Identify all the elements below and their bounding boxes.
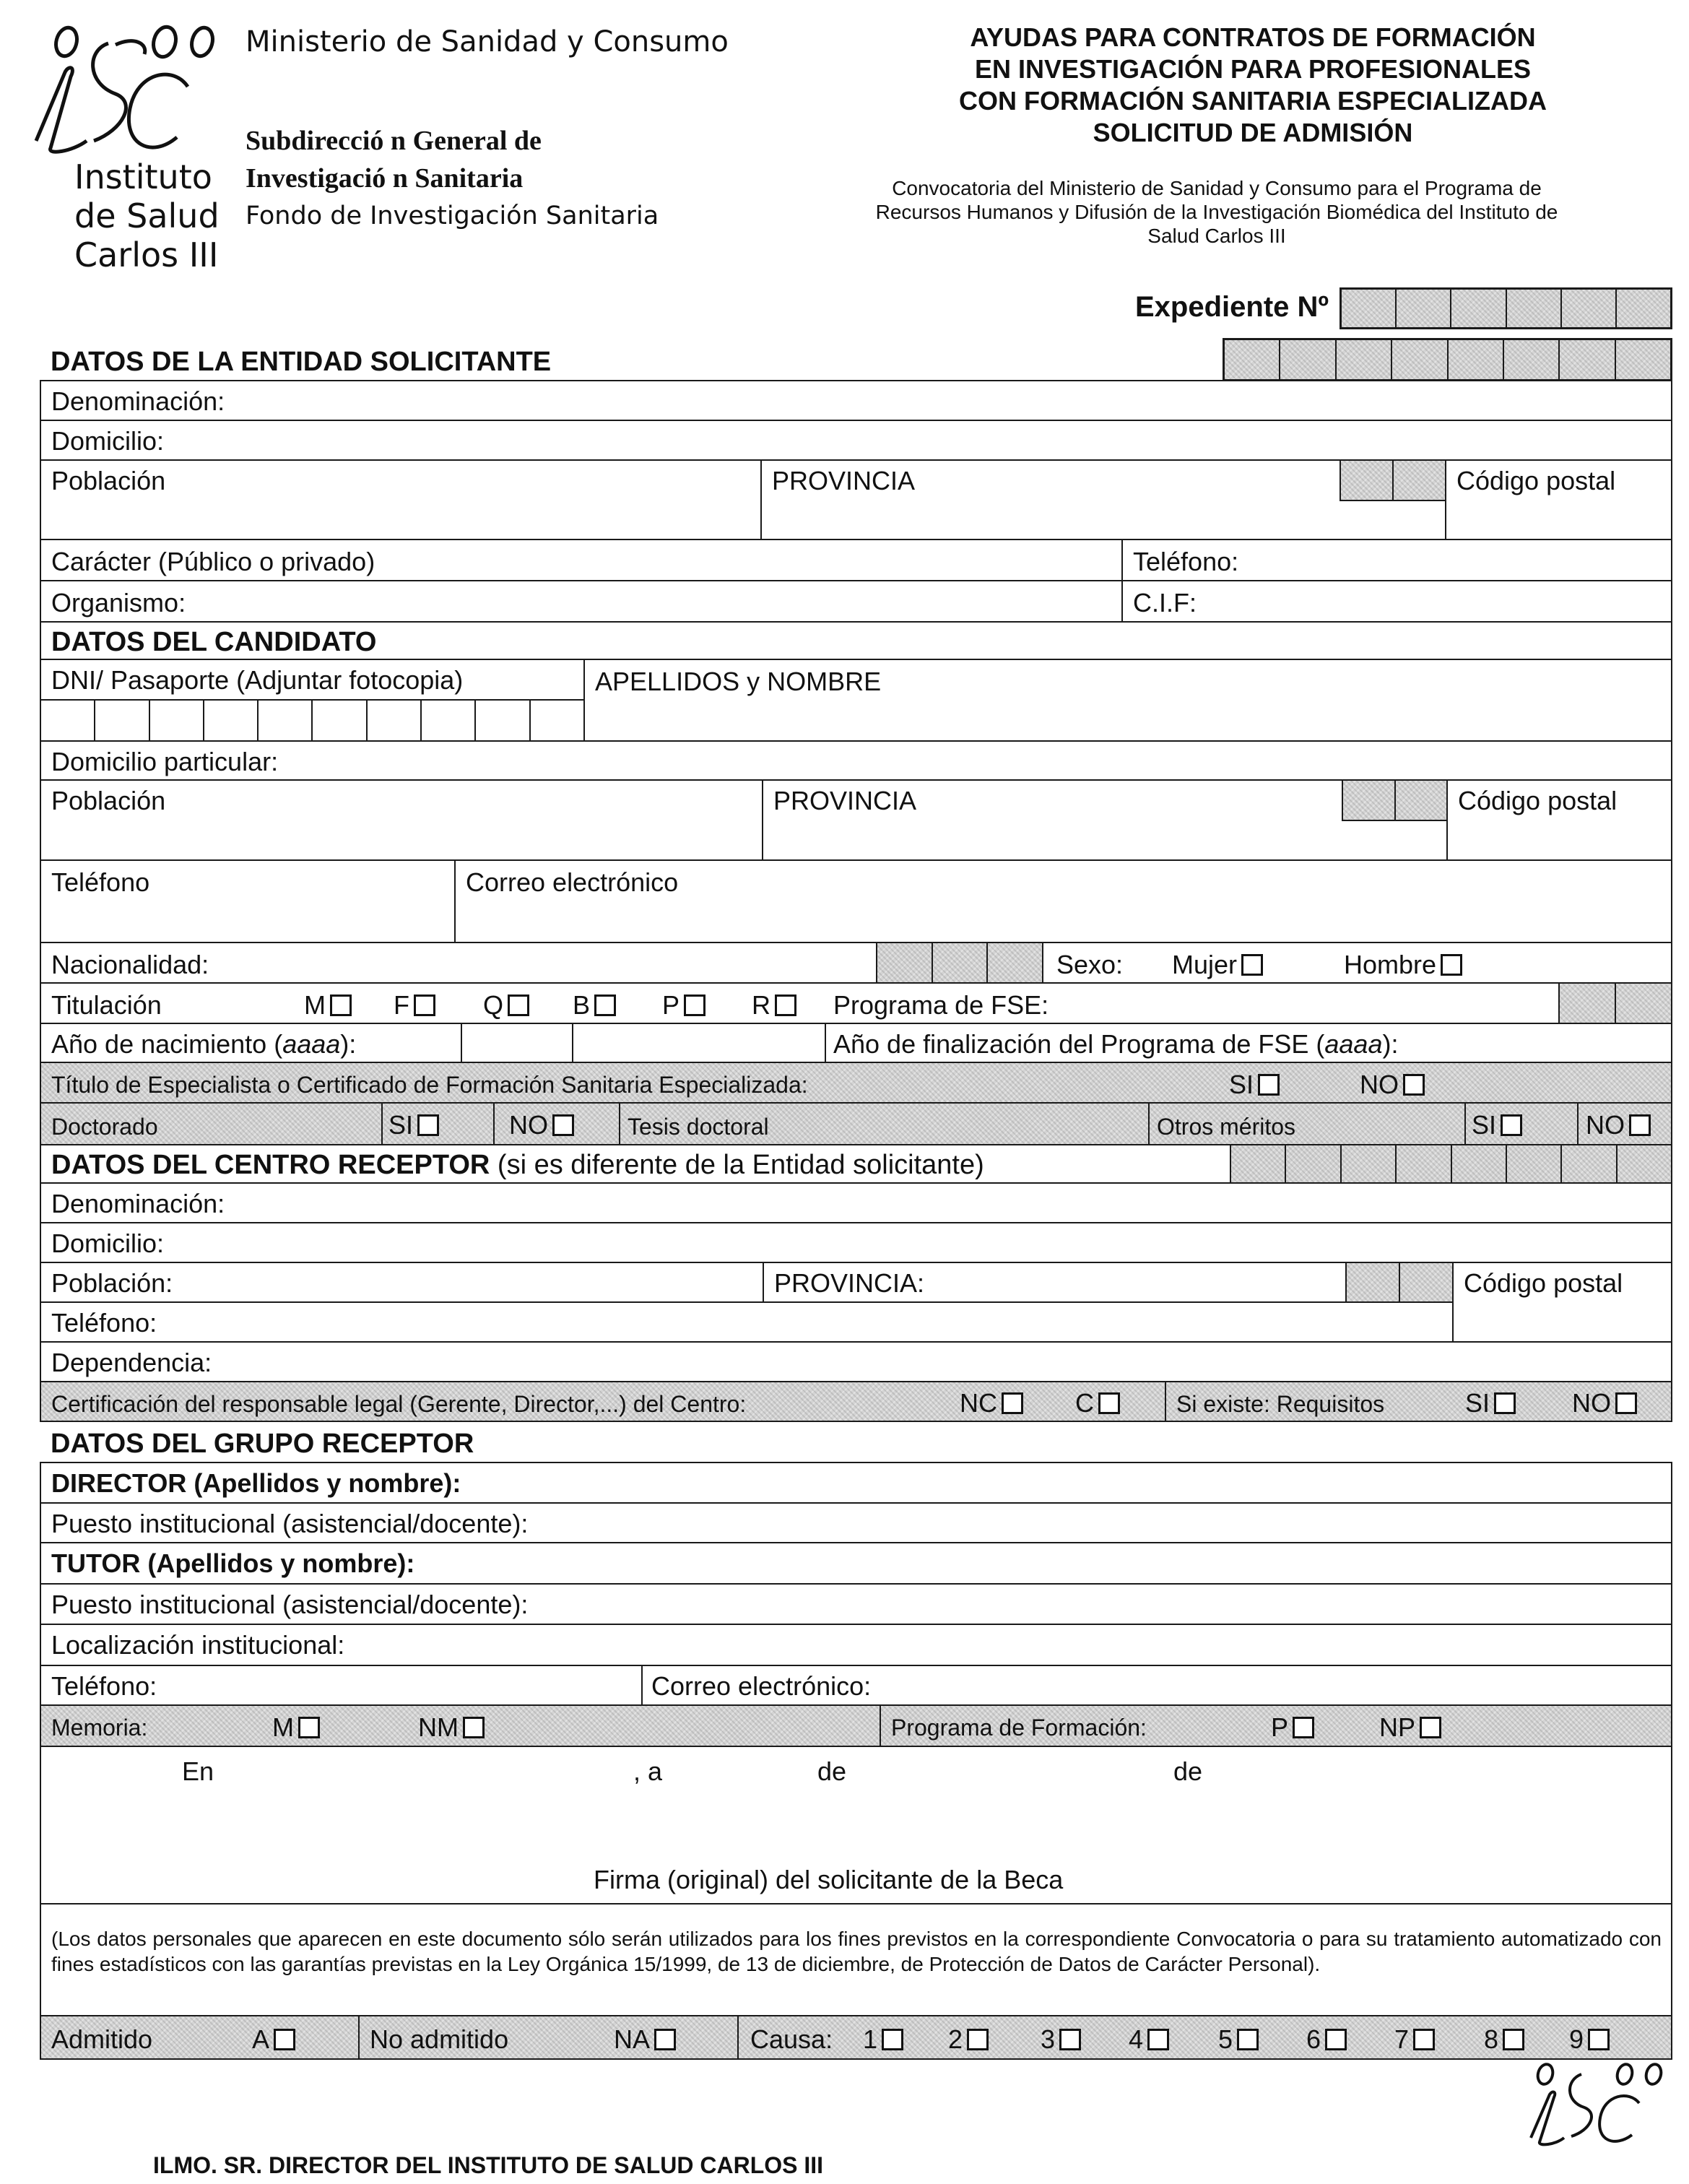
option-label: F xyxy=(394,990,409,1020)
entidad-provincia-code-input[interactable] xyxy=(1340,459,1446,501)
field-label: Población xyxy=(51,786,166,815)
option-label: R xyxy=(752,990,770,1020)
requisitos-si[interactable] xyxy=(1465,1390,1516,1416)
checkbox[interactable] xyxy=(552,1114,574,1136)
option-label: A xyxy=(252,2024,270,2054)
titulacion-option-q[interactable] xyxy=(483,992,529,1018)
option-label: 7 xyxy=(1394,2024,1410,2054)
doctorado-si[interactable] xyxy=(381,1102,495,1145)
checkbox[interactable] xyxy=(1588,2029,1610,2050)
titulo-especialista-no[interactable] xyxy=(1360,1072,1425,1098)
field-label: Teléfono: xyxy=(51,1308,157,1338)
convocatoria-line: Convocatoria del Ministerio de Sanidad y Consumo para el Programa de xyxy=(892,177,1542,199)
checkbox[interactable] xyxy=(1615,1392,1637,1414)
hombre-checkbox[interactable] xyxy=(1441,954,1462,976)
ministry-name: Ministerio de Sanidad y Consumo xyxy=(246,25,729,58)
firma-caption: Firma (original) del solicitante de la Beca xyxy=(594,1865,1064,1894)
checkbox[interactable] xyxy=(417,1114,439,1136)
field-label: PROVINCIA: xyxy=(774,1268,925,1298)
convocatoria-line: Recursos Humanos y Difusión de la Investigación Biomédica del Instituto de xyxy=(875,201,1558,223)
field-label: Domicilio particular: xyxy=(51,747,279,776)
field-label: Teléfono: xyxy=(51,1671,157,1701)
centro-poblacion-field[interactable] xyxy=(40,1262,764,1303)
checkbox[interactable] xyxy=(654,2029,676,2050)
checkbox[interactable] xyxy=(1002,1392,1023,1414)
doctorado-no[interactable] xyxy=(493,1102,620,1145)
form-title-line: EN INVESTIGACIÓN PARA PROFESIONALES xyxy=(974,54,1532,84)
option-label: NO xyxy=(509,1110,548,1140)
titulo-especialista-si[interactable] xyxy=(1229,1072,1280,1098)
titulacion-option-b[interactable] xyxy=(573,992,616,1018)
candidato-titulacion-row xyxy=(40,982,1560,1024)
convocatoria-text xyxy=(802,176,1632,248)
otros-meritos-no[interactable] xyxy=(1577,1102,1672,1145)
centro-code-input[interactable] xyxy=(1230,1144,1672,1184)
grupo-correo-field[interactable] xyxy=(641,1665,1672,1706)
title-note: (si es diferente de la Entidad solicitante) xyxy=(490,1150,984,1180)
section-title-centro xyxy=(40,1144,1231,1184)
option-label: NO xyxy=(1586,1110,1625,1140)
privacy-note-text: (Los datos personales que aparecen en este documento sólo serán utilizados para los fines previstos en la correspondiente Convocatoria o para su tratamiento automatizado con fines estadísticos con las garantías previstas en la Ley Orgánica 15/1999, de 13 de diciembre, de Protección de Datos de Carácter Personal). xyxy=(51,1928,1662,1975)
option-label: NC xyxy=(960,1388,997,1418)
option xyxy=(1586,1112,1651,1138)
option-label: Mujer xyxy=(1172,950,1238,979)
form-title-line: SOLICITUD DE ADMISIÓN xyxy=(1093,118,1413,147)
candidato-dni-input[interactable] xyxy=(40,699,585,742)
label-text: ): xyxy=(340,1029,357,1059)
field-label: Domicilio: xyxy=(51,1228,165,1258)
checkbox[interactable] xyxy=(1629,1114,1651,1136)
addressee: ILMO. SR. DIRECTOR DEL INSTITUTO DE SALUD CARLOS III xyxy=(153,2152,824,2178)
centro-codigo-postal-field[interactable] xyxy=(1452,1262,1672,1343)
option-label: SI xyxy=(1465,1388,1490,1418)
candidato-codigo-postal-field[interactable] xyxy=(1446,779,1672,861)
causa-option-1[interactable] xyxy=(863,2024,903,2054)
checkbox[interactable] xyxy=(1059,2029,1081,2050)
option xyxy=(1472,1112,1522,1138)
option-label: P xyxy=(662,990,680,1020)
entidad-domicilio-field[interactable] xyxy=(40,420,1672,461)
checkbox[interactable] xyxy=(1413,2029,1435,2050)
field-label: C.I.F: xyxy=(1133,588,1197,618)
field-label: Dependencia: xyxy=(51,1348,212,1377)
option-label: SI xyxy=(1472,1110,1497,1140)
field-label: Domicilio: xyxy=(51,426,165,456)
firma-a-label: , a xyxy=(633,1756,663,1786)
centro-domicilio-field[interactable] xyxy=(40,1222,1672,1263)
label-format: aaaa xyxy=(1324,1029,1383,1059)
option-label: 4 xyxy=(1129,2024,1144,2054)
candidato-sexo-row xyxy=(1042,942,1672,984)
option-label: SI xyxy=(388,1110,414,1140)
checkbox[interactable] xyxy=(414,994,435,1016)
titulacion-option-f[interactable] xyxy=(394,992,435,1018)
field-label: Tesis doctoral xyxy=(628,1114,769,1140)
programa-formacion-label: Programa de Formación: xyxy=(891,1715,1147,1741)
titulacion-option-p[interactable] xyxy=(662,992,705,1018)
memoria-nm[interactable] xyxy=(418,1712,485,1742)
titulacion-label: Titulación xyxy=(51,990,162,1020)
programa-formacion-np[interactable] xyxy=(1379,1712,1441,1742)
isciii-logo-icon xyxy=(7,14,224,166)
checkbox[interactable] xyxy=(1501,1114,1522,1136)
firma-de-label: de xyxy=(817,1756,847,1786)
field-label: PROVINCIA xyxy=(773,786,917,815)
entidad-organismo-field[interactable] xyxy=(40,580,1123,623)
convocatoria-line: Salud Carlos III xyxy=(1147,225,1286,247)
checkbox[interactable] xyxy=(508,994,529,1016)
field-label: Código postal xyxy=(1456,466,1616,495)
no-admitido-na[interactable] xyxy=(614,2024,676,2054)
field-label: Teléfono xyxy=(51,867,150,897)
admitido-cell xyxy=(40,2015,360,2060)
candidato-telefono-field[interactable] xyxy=(40,859,456,943)
titulacion-option-r[interactable] xyxy=(752,992,796,1018)
causa-cell xyxy=(737,2015,1672,2060)
centro-denominacion-field[interactable] xyxy=(40,1182,1672,1223)
entidad-code-input[interactable] xyxy=(1223,338,1672,381)
section-title-candidato xyxy=(40,621,1672,660)
causa-option-8[interactable] xyxy=(1484,2024,1524,2054)
centro-telefono-field[interactable] xyxy=(40,1301,1454,1343)
option-label: 3 xyxy=(1041,2024,1056,2054)
option xyxy=(509,1112,574,1138)
causa-option-9[interactable] xyxy=(1569,2024,1610,2054)
causa-option-6[interactable] xyxy=(1306,2024,1347,2054)
checkbox[interactable] xyxy=(882,2029,903,2050)
causa-option-5[interactable] xyxy=(1218,2024,1259,2054)
isciii-small-logo-icon xyxy=(1509,2058,1668,2152)
candidato-poblacion-field[interactable] xyxy=(40,779,763,861)
titulo-especialista-row xyxy=(40,1062,1672,1104)
option-label: B xyxy=(573,990,591,1020)
subdirection-line1: Subdirecció n General de xyxy=(246,126,542,156)
requisitos-no[interactable] xyxy=(1572,1390,1637,1416)
option-label: Q xyxy=(483,990,504,1020)
memoria-label: Memoria: xyxy=(51,1715,148,1741)
option-label: 8 xyxy=(1484,2024,1499,2054)
certificacion-nc[interactable] xyxy=(960,1390,1023,1416)
titulacion-option-m[interactable] xyxy=(304,992,352,1018)
tesis-doctoral-field[interactable] xyxy=(619,1102,1150,1145)
no-admitido-cell xyxy=(358,2015,739,2060)
checkbox[interactable] xyxy=(330,994,352,1016)
sexo-hombre-option[interactable] xyxy=(1344,952,1462,978)
entidad-telefono-field[interactable] xyxy=(1121,539,1672,581)
doctorado-label-cell xyxy=(40,1102,383,1145)
field-label: DIRECTOR (Apellidos y nombre): xyxy=(51,1468,461,1498)
field-label: PROVINCIA xyxy=(772,466,916,495)
candidato-nacionalidad-code-input[interactable] xyxy=(876,942,1043,984)
section-title-text: DATOS DEL CANDIDATO xyxy=(51,627,377,657)
option-label: 9 xyxy=(1569,2024,1584,2054)
field-label: Código postal xyxy=(1458,786,1618,815)
entidad-caracter-field[interactable] xyxy=(40,539,1123,581)
titulo-especialista-label: Título de Especialista o Certificado de Formación Sanitaria Especializada: xyxy=(51,1072,808,1098)
checkbox[interactable] xyxy=(1325,2029,1347,2050)
field-label: Población: xyxy=(51,1268,173,1298)
form-title xyxy=(830,22,1675,149)
grupo-telefono-field[interactable] xyxy=(40,1665,643,1706)
institute-name-line2: de Salud xyxy=(74,196,220,235)
certificacion-row xyxy=(40,1381,1166,1422)
programa-formacion-row xyxy=(880,1704,1672,1747)
option-label: C xyxy=(1075,1388,1094,1418)
candidato-provincia-code-input[interactable] xyxy=(1342,779,1448,821)
form-title-line: AYUDAS PARA CONTRATOS DE FORMACIÓN xyxy=(970,22,1536,52)
tutor-field[interactable] xyxy=(40,1542,1672,1585)
form-title-line: CON FORMACIÓN SANITARIA ESPECIALIZADA xyxy=(959,86,1547,116)
privacy-note xyxy=(40,1903,1672,2016)
candidato-domicilio-field[interactable] xyxy=(40,740,1672,781)
field-label: Carácter (Público o privado) xyxy=(51,547,375,576)
field-label: Denominación: xyxy=(51,1189,225,1218)
fund-name: Fondo de Investigación Sanitaria xyxy=(246,202,659,230)
requisitos-label: Si existe: Requisitos xyxy=(1176,1391,1385,1417)
field-label: Correo electrónico: xyxy=(651,1671,872,1701)
institute-name-line3: Carlos III xyxy=(74,235,219,274)
signature-area[interactable] xyxy=(40,1746,1672,1904)
causa-option-2[interactable] xyxy=(948,2024,989,2054)
candidato-anio-nacimiento-label xyxy=(40,1023,462,1063)
field-label: APELLIDOS y NOMBRE xyxy=(595,667,882,696)
field-label: Denominación: xyxy=(51,386,225,416)
checkbox[interactable] xyxy=(1293,1717,1314,1738)
option-label: NM xyxy=(418,1712,459,1742)
label-text: ): xyxy=(1382,1029,1399,1059)
mujer-checkbox[interactable] xyxy=(1241,954,1263,976)
localizacion-field[interactable] xyxy=(40,1624,1672,1666)
memoria-m[interactable] xyxy=(272,1712,320,1742)
option-label: NA xyxy=(614,2024,651,2054)
causa-option-3[interactable] xyxy=(1041,2024,1081,2054)
memoria-row xyxy=(40,1704,881,1747)
option-label: NO xyxy=(1572,1388,1611,1418)
title-bold: DATOS DEL CENTRO RECEPTOR xyxy=(51,1150,490,1180)
option-label: M xyxy=(272,1712,294,1742)
field-label xyxy=(833,1031,1398,1057)
option-label: Hombre xyxy=(1344,950,1437,979)
expediente-number-input[interactable] xyxy=(1340,287,1672,329)
section-title-text xyxy=(51,1151,984,1179)
checkbox[interactable] xyxy=(1098,1392,1120,1414)
causa-option-7[interactable] xyxy=(1394,2024,1435,2054)
certificacion-label: Certificación del responsable legal (Gerente, Director,...) del Centro: xyxy=(51,1391,747,1417)
checkbox[interactable] xyxy=(1403,1074,1425,1096)
field-label xyxy=(51,1031,356,1057)
firma-de-label: de xyxy=(1173,1756,1203,1786)
option-label: NO xyxy=(1360,1070,1399,1099)
centro-provincia-code-input[interactable] xyxy=(1345,1262,1454,1303)
section-title-grupo: DATOS DEL GRUPO RECEPTOR xyxy=(51,1429,474,1459)
checkbox[interactable] xyxy=(594,994,616,1016)
candidato-nacionalidad-field[interactable] xyxy=(40,942,877,984)
subdirection-line2: Investigació n Sanitaria xyxy=(246,163,524,194)
option-label: SI xyxy=(1229,1070,1254,1099)
firma-en-label: En xyxy=(182,1756,214,1786)
director-puesto-field[interactable] xyxy=(40,1502,1672,1543)
certificacion-c[interactable] xyxy=(1075,1390,1120,1416)
causa-label: Causa: xyxy=(750,2024,833,2054)
field-label: Nacionalidad: xyxy=(51,950,209,979)
checkbox[interactable] xyxy=(463,1717,485,1738)
entidad-codigo-postal-field[interactable] xyxy=(1445,459,1672,540)
option xyxy=(388,1112,439,1138)
field-label: Código postal xyxy=(1464,1268,1623,1298)
candidato-correo-field[interactable] xyxy=(454,859,1672,943)
option-label: 6 xyxy=(1306,2024,1321,2054)
programa-fse-label: Programa de FSE: xyxy=(833,990,1049,1020)
checkbox[interactable] xyxy=(1503,2029,1524,2050)
label-text: Año de nacimiento ( xyxy=(51,1029,283,1059)
admitido-label: Admitido xyxy=(51,2024,153,2054)
checkbox[interactable] xyxy=(1258,1074,1280,1096)
section-title-entidad: DATOS DE LA ENTIDAD SOLICITANTE xyxy=(51,347,552,377)
checkbox[interactable] xyxy=(967,2029,989,2050)
field-label: Correo electrónico xyxy=(466,867,679,897)
checkbox[interactable] xyxy=(298,1717,320,1738)
option-label: 1 xyxy=(863,2024,878,2054)
programa-fse-code-input[interactable] xyxy=(1558,982,1672,1024)
field-label: Teléfono: xyxy=(1133,547,1239,576)
tutor-puesto-field[interactable] xyxy=(40,1583,1672,1625)
otros-meritos-field[interactable] xyxy=(1148,1102,1466,1145)
field-label: Doctorado xyxy=(51,1114,158,1140)
field-label: Localización institucional: xyxy=(51,1630,345,1660)
entidad-poblacion-field[interactable] xyxy=(40,459,762,540)
option-label: 5 xyxy=(1218,2024,1233,2054)
checkbox[interactable] xyxy=(684,994,705,1016)
field-label: DNI/ Pasaporte (Adjuntar fotocopia) xyxy=(51,665,464,695)
label-format: aaaa xyxy=(282,1029,341,1059)
field-label: Organismo: xyxy=(51,588,186,618)
candidato-anio-finalizacion-field[interactable] xyxy=(825,1023,1672,1063)
director-field[interactable] xyxy=(40,1462,1672,1504)
expediente-label: Expediente Nº xyxy=(1135,291,1329,323)
checkbox[interactable] xyxy=(1420,1717,1441,1738)
checkbox[interactable] xyxy=(1237,2029,1259,2050)
option-label: P xyxy=(1271,1712,1289,1742)
field-label: Puesto institucional (asistencial/docente): xyxy=(51,1509,529,1538)
label-text: Año de finalización del Programa de FSE ( xyxy=(833,1029,1325,1059)
sexo-mujer-option[interactable] xyxy=(1172,952,1263,978)
candidato-apellidos-field[interactable] xyxy=(583,659,1672,742)
checkbox[interactable] xyxy=(775,994,796,1016)
checkbox[interactable] xyxy=(1147,2029,1169,2050)
no-admitido-label: No admitido xyxy=(370,2024,509,2054)
field-label: Otros méritos xyxy=(1157,1114,1296,1140)
candidato-dni-label xyxy=(40,659,585,701)
sexo-label: Sexo: xyxy=(1056,950,1124,979)
option-label: NP xyxy=(1379,1712,1416,1742)
checkbox[interactable] xyxy=(274,2029,295,2050)
field-label: Puesto institucional (asistencial/docente): xyxy=(51,1590,529,1619)
field-label: TUTOR (Apellidos y nombre): xyxy=(51,1548,415,1578)
anio-nacimiento-input-2[interactable] xyxy=(572,1023,826,1063)
institute-name-line1: Instituto xyxy=(74,157,212,196)
programa-formacion-p[interactable] xyxy=(1271,1712,1314,1742)
admitido-a[interactable] xyxy=(252,2024,295,2054)
field-label: Población xyxy=(51,466,166,495)
option-label: M xyxy=(304,990,326,1020)
requisitos-row xyxy=(1165,1381,1672,1422)
causa-option-4[interactable] xyxy=(1129,2024,1169,2054)
checkbox[interactable] xyxy=(1494,1392,1516,1414)
entidad-denominacion-field[interactable] xyxy=(40,380,1672,421)
anio-nacimiento-input-1[interactable] xyxy=(461,1023,573,1063)
entidad-cif-field[interactable] xyxy=(1121,580,1672,623)
option-label: 2 xyxy=(948,2024,963,2054)
centro-dependencia-field[interactable] xyxy=(40,1341,1672,1382)
otros-meritos-si[interactable] xyxy=(1464,1102,1579,1145)
